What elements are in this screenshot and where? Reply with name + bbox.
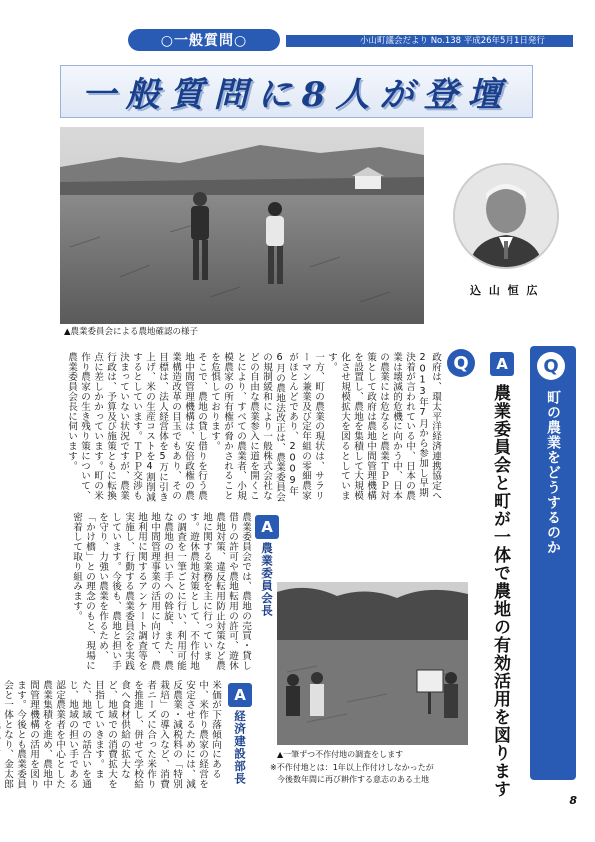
- title-banner: [60, 65, 533, 118]
- a-section2-heading: 経済建設部長: [233, 710, 247, 785]
- a-section2-text: 米価が下落傾向にある中、米作り農家の経営を安定させるためには、減反農業・減税料の「特別栽培」の導入など、消費者ニーズに合った米作りを推進し、併せて学校給食へ食材供給の拡大など、地域での消費拡大を目指していきます。また、地域での話合いを通じ、地域の担い手である認定農業者を中心とした農業集積を進め、農地中間管理機構の活用を図ります。今後とも農業委員会と一体となり、金太郎: [2, 680, 221, 789]
- question-body: [62, 352, 442, 502]
- note-line-2: 今後数年間に再び耕作する意志のある土地: [277, 775, 429, 784]
- answer-a-badge: A: [490, 352, 514, 376]
- note-line-1: ※不作付地とは：1年以上作付けしなかったが: [270, 763, 434, 772]
- a-section1-heading: 農業委員会長: [260, 542, 274, 617]
- question-body-para-2: 一方、町の農業の現状は、サラリーマン兼業及び定年組の零細農家がほとんどであり、2009年6月の農地法改正は、農業委員会の規制緩和により一般株式会社などの自由な農業参入に道を開くことにより、すべての農業者、小規模農家の所有権が脅かされることを危惧しております。: [209, 352, 324, 502]
- photo-caption-top: ▲農業委員会による農地確認の様子: [64, 327, 199, 337]
- q-body-badge: Q: [447, 349, 475, 377]
- question-q-badge: Q: [537, 352, 565, 380]
- a-section2-badge: A: [228, 683, 252, 707]
- field-survey-photo: [277, 582, 468, 745]
- person-name: 込 山 恒 広: [470, 284, 540, 297]
- answer-title: 農業委員会と町が一体で農地の有効活用を図ります: [490, 384, 510, 798]
- a-section1-badge: A: [255, 515, 279, 539]
- page-number: 8: [569, 794, 577, 807]
- a-section1-text: 農業委員会では、農地の売買・貸し借りの許可や農地転用の許可、遊休農地対策、違反転用防止対策など農地に関する業務を主に行っています。遊休農地対策として、不作付地の調査を一筆ごとに行い、利用可能な農地の担い手への斡旋、また、農地中間管理事業の活用に向けて、農地利用に関するアンケート調査等を実施し、行動する農業委員会を実践しています。今後も、農地と担い手を守り、力強い農業を作るため、「かけ橋」との理念のもと、現場に密着して取り組みます。: [71, 512, 251, 671]
- page-title: 一般質問に8人が登壇: [81, 75, 512, 115]
- answer-continuation-body: [270, 512, 475, 574]
- section-label: ○一般質問○: [128, 29, 280, 51]
- question-body-para-3: そこで、農地の貸し借りを行う農地中間管理機構は、安倍政権の農業構造改革の目玉でもあり、その目標は、法人経営体を5万に引き上げ、米の生産コストを4割削減するとしています。ＴＰＰ交渉も決まっていない状況ですが、農業行政は、予算及び施策ともに転換点に差しかかっています。町の米作り農家の生き残り策について、農業委員会長に伺います。: [66, 352, 207, 502]
- photo-caption-bottom: ▲一筆ずつ不作付地の調査をします: [277, 750, 404, 759]
- question-body-para-1: 政府は、環太平洋経済連携協定へ2013年7月から参加し早期決着が言われている中、日本の農業は壊滅的危機に向かう中、日本の農業には危なると農業ＴＰＰ対策として政府は農地中間管理機構を設置し、農地を集積して大規模化させ規模拡大を図るとしています。: [326, 352, 441, 501]
- farmland-inspection-photo: [60, 127, 424, 324]
- a-section1-body: [62, 512, 252, 672]
- a-section2-body: [2, 680, 222, 790]
- issue-line: 小山町議会だより No.138 平成26年5月1日発行: [360, 36, 545, 46]
- question-text: 町の農業をどうするのか: [545, 390, 561, 555]
- portrait-photo: [453, 163, 559, 269]
